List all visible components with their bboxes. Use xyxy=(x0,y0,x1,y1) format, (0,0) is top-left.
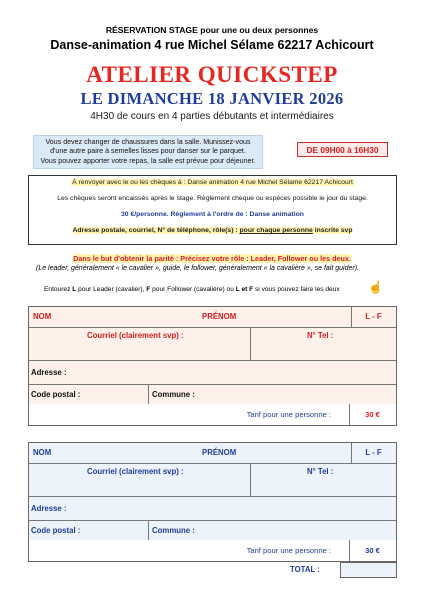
price-line: 30 €/personne. Règlement à l'ordre de : Danse animation xyxy=(121,211,304,218)
adresse-label[interactable]: Adresse : xyxy=(31,368,67,377)
parity-note xyxy=(0,254,424,263)
leader-follower-note: (Le leader, généralement « le cavalier », guide, le follower, généralement « la cavalière », se fait guider). xyxy=(36,265,359,272)
required-underlined: pour chaque personne xyxy=(239,227,313,234)
address-row xyxy=(29,496,396,521)
encircle-text: pour Leader (cavalier), xyxy=(76,286,147,293)
tarif-label: Tarif pour une personne : xyxy=(246,546,331,555)
payment-box xyxy=(28,175,397,245)
parity-text: Dans le but d'obtenir la parité : Précisez votre rôle : Leader, Follower ou les deux. xyxy=(73,254,351,263)
event-date: LE DIMANCHE 18 JANVIER 2026 xyxy=(80,89,344,108)
required-prefix: Adresse postale, courriel, N° de téléphone, rôle(s) : xyxy=(72,227,240,234)
address-row xyxy=(29,360,396,385)
nom-label: NOM xyxy=(33,312,52,321)
contact-row xyxy=(29,327,396,361)
pointing-hand-icon: ☝ xyxy=(368,280,383,294)
encircle-text: si vous pouvez faire les deux xyxy=(253,286,340,293)
send-to-line xyxy=(29,179,396,186)
venue-address: Danse-animation 4 rue Michel Sélame 62217 Achicourt xyxy=(50,38,374,52)
name-row xyxy=(29,443,396,464)
tel-label[interactable]: N° Tel : xyxy=(307,331,334,340)
tarif-price: 30 € xyxy=(365,410,380,419)
required-info-line xyxy=(29,227,396,234)
registration-form-2 xyxy=(28,442,397,562)
role-label[interactable]: L - F xyxy=(365,312,382,321)
send-to-text: À renvoyer avec le ou les chèques à : Danse animation 4 rue Michel Sélame 62217 Achicourt xyxy=(72,179,353,186)
info-line: Vous devez changer de chaussures dans la salle. Munissez-vous xyxy=(45,138,251,146)
name-row xyxy=(29,307,396,328)
code-postal-label[interactable]: Code postal : xyxy=(31,526,81,535)
commune-label[interactable]: Commune : xyxy=(152,390,195,399)
courriel-label[interactable]: Courriel (clairement svp) : xyxy=(87,467,184,476)
total-label: TOTAL : xyxy=(290,565,320,574)
encircle-text: Entourez xyxy=(44,286,73,293)
tel-label[interactable]: N° Tel : xyxy=(307,467,334,476)
page-title: ATELIER QUICKSTEP xyxy=(86,62,338,87)
encircle-LF: L et F xyxy=(235,286,254,293)
registration-form-1 xyxy=(28,306,397,426)
adresse-label[interactable]: Adresse : xyxy=(31,504,67,513)
prenom-label: PRÉNOM xyxy=(202,448,237,457)
info-line: Vous pouvez apporter votre repas, la salle est prévue pour déjeuner. xyxy=(40,156,256,165)
code-postal-label[interactable]: Code postal : xyxy=(31,390,81,399)
prenom-label: PRÉNOM xyxy=(202,312,237,321)
contact-row xyxy=(29,463,396,497)
reservation-heading: RÉSERVATION STAGE pour une ou deux personnes xyxy=(105,25,319,35)
encircle-text: pour Follower (cavalière) ou xyxy=(150,286,236,293)
role-label[interactable]: L - F xyxy=(365,448,382,457)
info-line: d'une autre paire à semelles lisses pour danser sur le parquet. xyxy=(50,147,246,156)
postal-row xyxy=(29,384,396,405)
cashed-line: Les chèques seront encaissés après le stage. Règlement cheque ou espèces possible le jour du stage. xyxy=(57,195,368,202)
event-subtitle: 4H30 de cours en 4 parties débutants et intermédiaires xyxy=(90,111,334,122)
commune-label[interactable]: Commune : xyxy=(152,526,195,535)
encircle-L: L xyxy=(72,286,77,293)
tarif-label: Tarif pour une personne : xyxy=(246,410,331,419)
required-suffix: inscrite svp xyxy=(312,227,353,234)
total-field[interactable] xyxy=(340,562,397,578)
tarif-row xyxy=(29,540,396,561)
courriel-label[interactable]: Courriel (clairement svp) : xyxy=(87,331,184,340)
nom-label: NOM xyxy=(33,448,52,457)
tarif-price: 30 € xyxy=(365,546,380,555)
tarif-row xyxy=(29,404,396,425)
shoes-info-box xyxy=(33,135,263,169)
encircle-instruction xyxy=(44,286,340,293)
encircle-F: F xyxy=(146,286,151,293)
postal-row xyxy=(29,520,396,541)
hours-badge: DE 09H00 à 16H30 xyxy=(297,142,388,157)
